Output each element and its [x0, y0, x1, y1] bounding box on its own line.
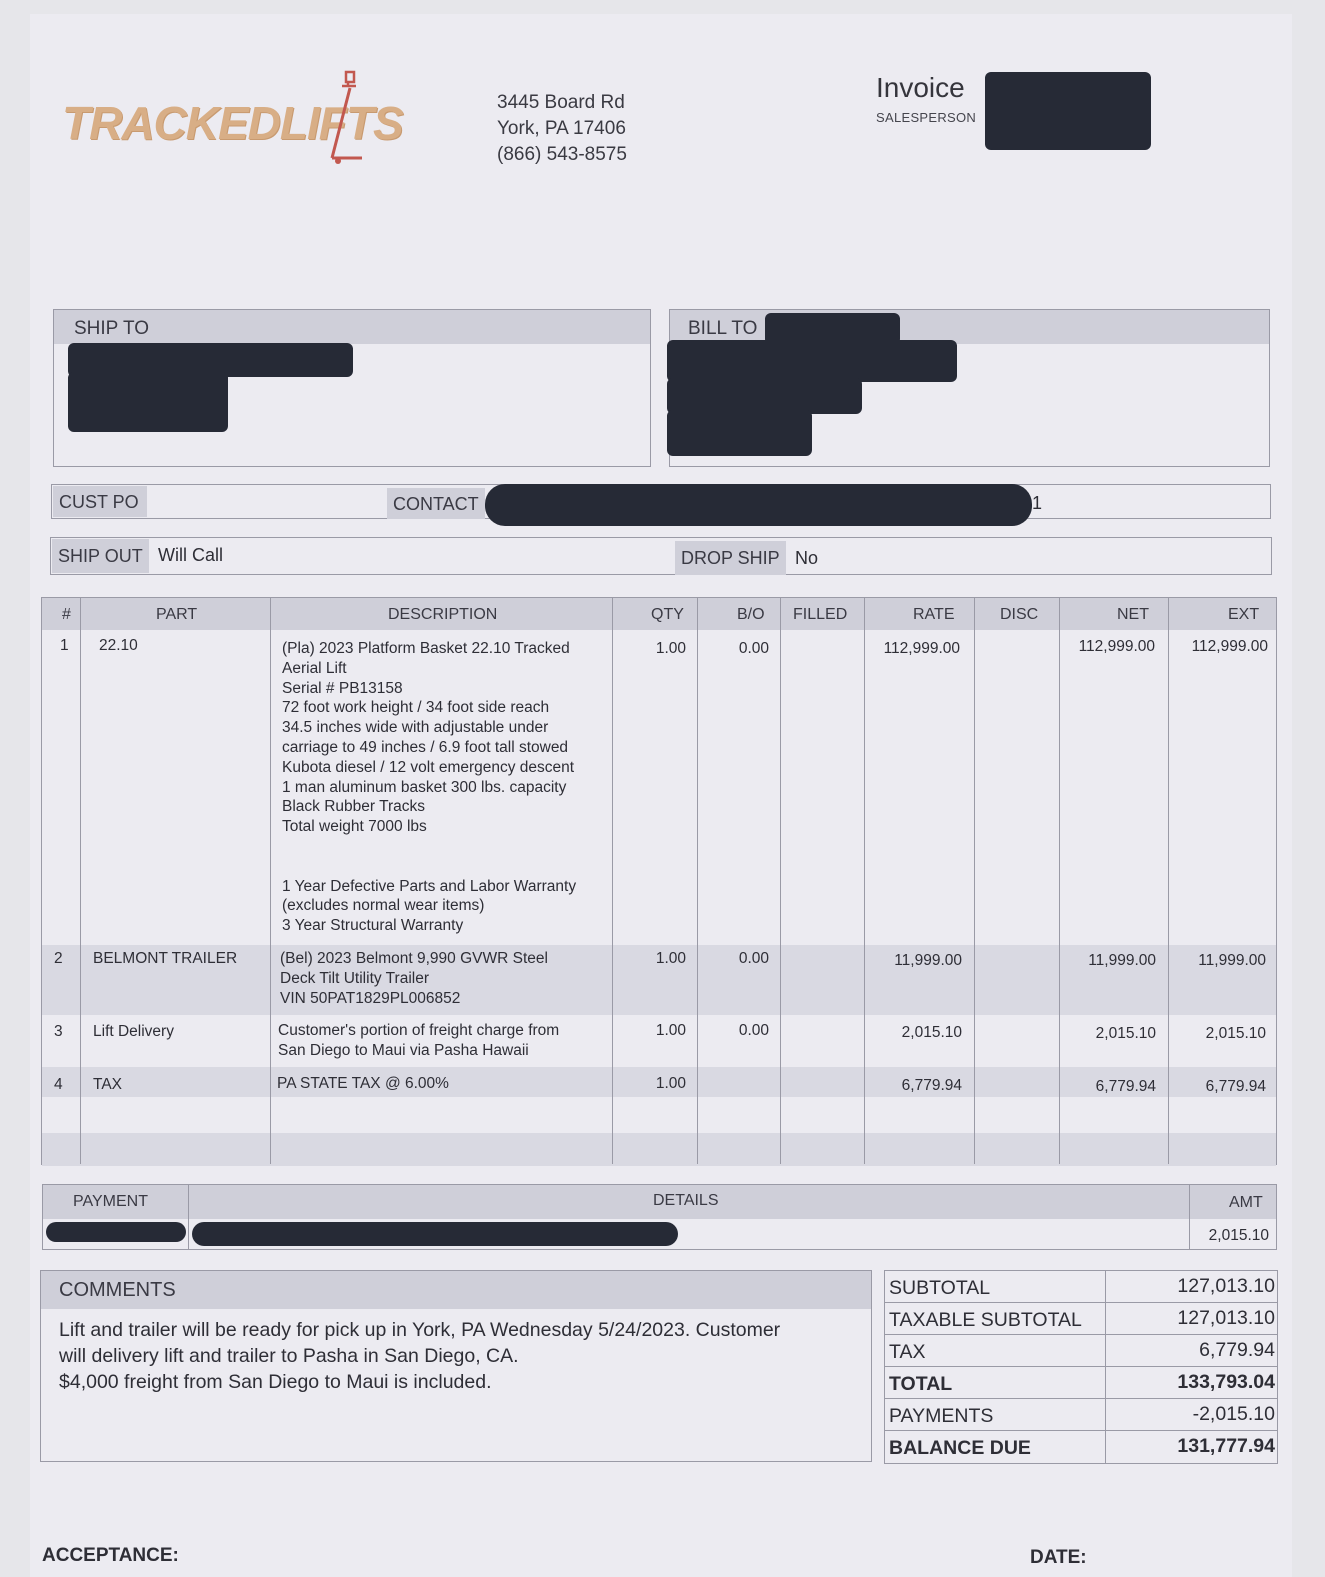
totals-row-subtotal: [885, 1271, 1277, 1303]
redaction-bill-to: [667, 378, 862, 414]
table-row-ext: 112,999.00: [1191, 638, 1268, 655]
totals-value: 6,779.94: [1199, 1339, 1275, 1361]
contact-suffix: 1: [1032, 493, 1043, 513]
address-line1: 3445 Board Rd: [497, 92, 625, 113]
totals-value: 127,013.10: [1177, 1275, 1275, 1297]
table-row-qty: 1.00: [655, 640, 686, 657]
table-row-rate: 2,015.10: [901, 1024, 962, 1041]
header-disc: DISC: [1000, 606, 1039, 623]
table-row-num: 4: [54, 1076, 63, 1093]
header-description: DESCRIPTION: [388, 606, 498, 623]
totals-row-total: [885, 1367, 1277, 1399]
table-row-qty: 1.00: [655, 950, 686, 967]
table-row-bo: 0.00: [738, 1022, 769, 1039]
table-row-ext: 6,779.94: [1205, 1078, 1266, 1095]
table-row-rate: 6,779.94: [901, 1077, 962, 1094]
company-phone: (866) 543-8575: [497, 144, 627, 165]
table-row-qty: 1.00: [655, 1022, 686, 1039]
table-row-description: (Pla) 2023 Platform Basket 22.10 Tracked Aerial Lift Serial # PB13158 72 foot work height / 34 foot side reach 34.5 inches wide with adjustable under carriage to 49 inches / 6.9 foot tall stowed Kubota diesel / 12 volt emergency descent 1 man aluminum basket 300 lbs. capacity Black Rubber Tracks Total weight 7000 lbs 1 Year Defective Parts and Labor Warranty (excludes normal wear items) 3 Year Structural Warranty: [282, 640, 577, 935]
row-band: [42, 1133, 1276, 1166]
table-row-ext: 11,999.00: [1198, 952, 1266, 969]
table-row-qty: 1.00: [655, 1075, 686, 1092]
totals-label: BALANCE DUE: [889, 1437, 1031, 1459]
header-filled: FILLED: [793, 606, 848, 623]
company-address: [497, 90, 627, 168]
table-row-part: BELMONT TRAILER: [93, 950, 238, 967]
totals-row-tax: [885, 1335, 1277, 1367]
table-row-part: TAX: [93, 1076, 122, 1093]
table-row-num: 2: [54, 950, 63, 967]
table-row-net: 6,779.94: [1095, 1078, 1156, 1095]
header-bo: B/O: [737, 606, 765, 623]
comments-line: Lift and trailer will be ready for pick up in York, PA Wednesday 5/24/2023. Customer: [59, 1319, 781, 1341]
totals-value: 127,013.10: [1177, 1307, 1275, 1329]
totals-value: 133,793.04: [1177, 1371, 1275, 1393]
totals-row-taxable-subtotal: [885, 1303, 1277, 1335]
company-logo: TRACKEDLIFTS: [62, 97, 403, 149]
payment-amount: 2,015.10: [1208, 1227, 1269, 1244]
table-row-rate: 11,999.00: [894, 952, 962, 969]
comments-line: $4,000 freight from San Diego to Maui is included.: [59, 1371, 492, 1393]
redaction-contact: [485, 484, 1032, 526]
table-row-description: PA STATE TAX @ 6.00%: [277, 1075, 449, 1092]
table-row-net: 112,999.00: [1078, 638, 1155, 655]
header-rate: RATE: [913, 606, 955, 623]
acceptance-label: ACCEPTANCE:: [42, 1545, 179, 1566]
table-row-net: 11,999.00: [1088, 952, 1156, 969]
comments-box: [40, 1270, 872, 1462]
invoice-title: Invoice: [876, 72, 965, 103]
lift-logo-icon: [312, 68, 362, 168]
redaction-ship-to: [68, 372, 228, 432]
line-items-table: [41, 597, 1277, 1165]
totals-label: TAXABLE SUBTOTAL: [889, 1309, 1082, 1331]
comments-line: will delivery lift and trailer to Pasha in San Diego, CA.: [59, 1345, 519, 1367]
ship-out-label: SHIP OUT: [52, 539, 149, 573]
redaction-bill-to: [667, 340, 957, 382]
table-row-num: 1: [60, 637, 69, 654]
col-divider: [780, 598, 781, 1164]
table-row-description: Customer's portion of freight charge from San Diego to Maui via Pasha Hawaii: [278, 1022, 560, 1059]
header-qty: QTY: [651, 606, 684, 623]
totals-row-balance-due: [885, 1431, 1277, 1463]
header-num: #: [62, 606, 71, 623]
table-row-rate: 112,999.00: [883, 640, 960, 657]
comments-label: COMMENTS: [41, 1271, 871, 1309]
cust-po-label: CUST PO: [53, 486, 147, 517]
drop-ship-value: No: [795, 548, 819, 568]
table-row-num: 3: [54, 1023, 63, 1040]
date-label: DATE:: [1030, 1547, 1087, 1568]
totals-row-payments: [885, 1399, 1277, 1431]
table-row-part: 22.10: [99, 637, 138, 654]
table-row-bo: 0.00: [738, 640, 769, 657]
address-line2: York, PA 17406: [497, 118, 626, 139]
redaction-invoice: [985, 72, 1151, 150]
col-divider: [974, 598, 975, 1164]
redaction-payment: [46, 1222, 186, 1242]
table-row-part: Lift Delivery: [93, 1023, 174, 1040]
table-row-description: (Bel) 2023 Belmont 9,990 GVWR Steel Deck Tilt Utility Trailer VIN 50PAT1829PL006852: [280, 950, 548, 1007]
totals-box: [884, 1270, 1278, 1464]
header-amt: AMT: [1229, 1194, 1263, 1211]
header-details: DETAILS: [653, 1192, 719, 1209]
comments-text: [41, 1309, 871, 1395]
ship-to-label: SHIP TO: [54, 310, 650, 344]
col-divider: [270, 598, 271, 1164]
col-divider: [188, 1185, 189, 1249]
totals-value: -2,015.10: [1192, 1403, 1275, 1425]
col-divider: [697, 598, 698, 1164]
header-part: PART: [156, 606, 198, 623]
totals-value: 131,777.94: [1177, 1435, 1275, 1457]
redaction-payment: [192, 1222, 678, 1246]
salesperson-label: SALESPERSON: [876, 110, 977, 125]
totals-label: PAYMENTS: [889, 1405, 994, 1427]
table-row-ext: 2,015.10: [1205, 1025, 1266, 1042]
totals-label: TOTAL: [889, 1373, 953, 1395]
ship-out-row: [50, 537, 1272, 575]
totals-label: SUBTOTAL: [889, 1277, 991, 1299]
col-divider: [80, 598, 81, 1164]
ship-out-value: Will Call: [158, 545, 223, 565]
contact-label: CONTACT: [387, 488, 485, 519]
header-ext: EXT: [1228, 606, 1260, 623]
header-net: NET: [1117, 606, 1149, 623]
table-row-bo: 0.00: [738, 950, 769, 967]
totals-label: TAX: [889, 1341, 926, 1363]
redaction-bill-to: [667, 410, 812, 456]
table-row-net: 2,015.10: [1095, 1025, 1156, 1042]
drop-ship-label: DROP SHIP: [675, 541, 786, 575]
header-payment: PAYMENT: [73, 1193, 148, 1210]
bill-to-label: BILL TO: [670, 310, 1269, 344]
